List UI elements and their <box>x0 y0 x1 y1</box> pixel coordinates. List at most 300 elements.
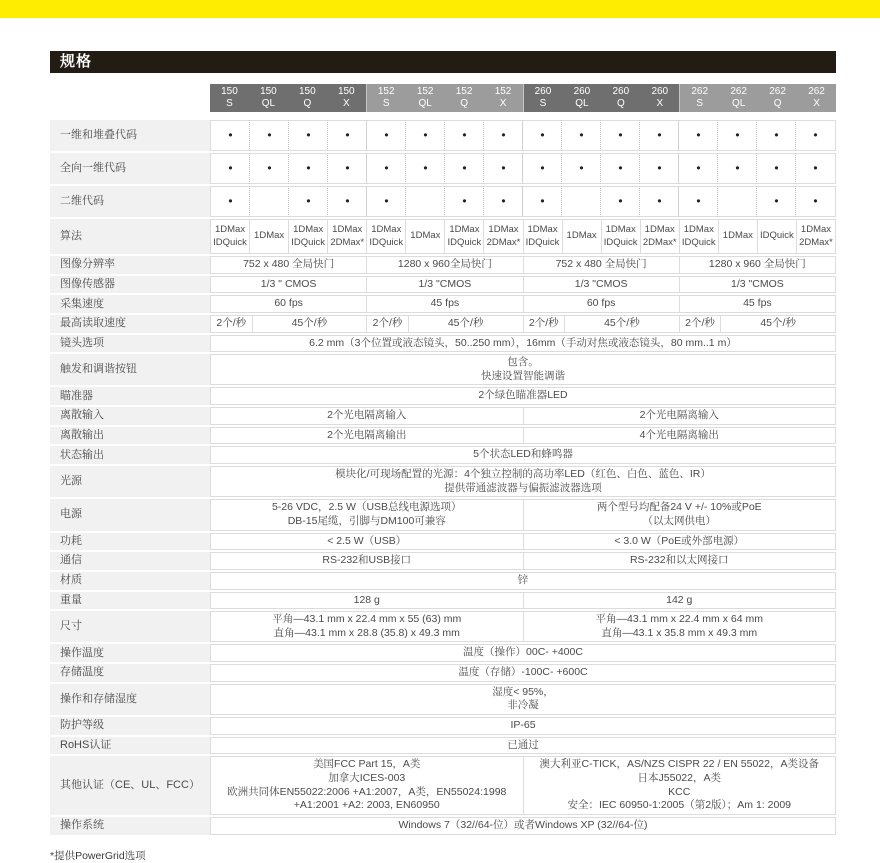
spec-row <box>50 354 836 385</box>
dot-cell <box>600 153 640 184</box>
spec-value: 1DMax <box>293 224 324 236</box>
spec-value: 752 x 480 全局快门 <box>243 258 335 270</box>
spec-value: 1DMax <box>800 224 832 236</box>
spec-row <box>50 466 836 497</box>
spec-row <box>50 120 836 151</box>
row-cells <box>210 256 836 274</box>
dot-marker: • <box>696 127 701 142</box>
spec-cell <box>249 219 289 254</box>
spec-value: 直角—43.1 x 35.8 mm x 49.3 mm <box>601 626 758 639</box>
column-header-152-ql: 152 QL <box>416 85 434 109</box>
row-cells <box>210 737 836 755</box>
spec-value: 45 fps <box>743 297 772 310</box>
dot-marker: • <box>345 193 350 208</box>
spec-cell <box>523 295 680 313</box>
dot-marker: • <box>267 160 272 175</box>
spec-row <box>50 572 836 590</box>
spec-value: 1280 x 960全局快门 <box>397 258 492 270</box>
dot-marker: • <box>813 127 818 142</box>
row-cells <box>210 817 836 835</box>
spec-value: 欧洲共同体EN55022:2006 +A1:2007，A类，EN55024:1998 <box>227 785 507 798</box>
dot-cell <box>678 186 718 217</box>
row-label: 二维代码 <box>50 186 210 217</box>
spec-row <box>50 219 836 254</box>
row-label: 通信 <box>50 552 210 570</box>
spec-value: 1DMax <box>566 230 597 242</box>
spec-cell <box>523 427 837 445</box>
spec-value: 1/3 "CMOS <box>574 277 628 290</box>
spec-cell <box>640 219 680 254</box>
spec-value: 752 x 480 全局快门 <box>555 258 647 270</box>
row-label: 离散输出 <box>50 427 210 445</box>
spec-value: 2个绿色瞄准器LED <box>478 389 568 402</box>
spec-cell <box>210 684 836 715</box>
dot-marker: • <box>462 193 467 208</box>
spec-cell <box>252 315 368 333</box>
spec-cell <box>679 315 722 333</box>
spec-value: 1/3 " CMOS <box>260 277 317 290</box>
dot-marker: • <box>657 193 662 208</box>
spec-value: 平角—43.1 mm x 22.4 mm x 64 mm <box>595 613 763 626</box>
spec-value: 湿度< 95%， <box>492 685 554 698</box>
spec-table-body <box>50 120 836 835</box>
dot-marker: • <box>657 127 662 142</box>
spec-value: DB-15尾缆，引脚与DM100可兼容 <box>287 514 446 527</box>
dot-cell <box>366 120 406 151</box>
spec-value: 5-26 VDC，2.5 W（USB总线电源选项） <box>271 501 462 514</box>
spec-cell <box>366 256 523 274</box>
dot-cell <box>405 153 445 184</box>
spec-value: 安全：IEC 60950-1:2005（第2版）；Am 1: 2009 <box>567 799 792 812</box>
dot-marker: • <box>735 160 740 175</box>
spec-value: 128 g <box>353 593 380 606</box>
spec-cell <box>679 219 719 254</box>
row-label: 采集速度 <box>50 295 210 313</box>
spec-value: IDQuick <box>760 230 794 242</box>
spec-row <box>50 407 836 425</box>
row-label: 电源 <box>50 499 210 530</box>
spec-cell <box>210 756 524 815</box>
column-header-260-x: 260 X <box>651 85 669 109</box>
row-cells <box>210 664 836 682</box>
row-label: 瞄准器 <box>50 387 210 405</box>
row-cells <box>210 335 836 353</box>
spec-cell <box>366 219 406 254</box>
dot-marker: • <box>813 160 818 175</box>
spec-value: 45个/秒 <box>760 316 796 329</box>
spec-cell <box>210 552 524 570</box>
spec-cell <box>523 256 680 274</box>
model-group-152 <box>366 84 523 112</box>
row-cells <box>210 427 836 445</box>
row-label: 存储温度 <box>50 664 210 682</box>
dot-marker: • <box>228 127 233 142</box>
dot-marker: • <box>423 160 428 175</box>
column-header-152-s: 152 S <box>377 85 395 109</box>
dot-marker: • <box>696 193 701 208</box>
spec-value: 1DMax <box>722 230 753 242</box>
dot-cell <box>249 153 289 184</box>
spec-value: 45个/秒 <box>447 316 484 329</box>
spec-cell <box>210 737 836 755</box>
spec-value: 2个光电隔离输入 <box>639 409 719 422</box>
spec-cell <box>408 315 524 333</box>
page-title: 规格 <box>60 53 93 70</box>
dot-cell <box>366 186 406 217</box>
spec-value: （以太网供电） <box>642 514 716 527</box>
row-label: 离散输入 <box>50 407 210 425</box>
spec-value: 4个光电隔离输出 <box>639 428 719 441</box>
spec-value: 已通过 <box>507 738 539 751</box>
spec-cell <box>523 219 563 254</box>
dot-marker: • <box>618 127 623 142</box>
row-cells <box>210 120 836 151</box>
spec-cell <box>288 219 328 254</box>
dot-cell <box>639 120 679 151</box>
dot-cell <box>561 186 601 217</box>
dot-marker: • <box>462 160 467 175</box>
column-header-150-s: 150 S <box>221 85 238 109</box>
dot-marker: • <box>501 127 506 142</box>
row-cells <box>210 499 836 530</box>
column-header-152-q: 152 Q <box>455 85 473 109</box>
spec-value: 1/3 "CMOS <box>418 277 472 290</box>
row-label: 图像分辨率 <box>50 256 210 274</box>
dot-cell <box>522 153 562 184</box>
spec-value: 提供带通滤波器与偏振滤波器选项 <box>444 481 602 494</box>
dot-cell <box>249 120 289 151</box>
model-group-260 <box>523 84 680 112</box>
spec-cell <box>210 644 836 662</box>
spec-cell <box>210 611 524 642</box>
spec-cell <box>327 219 367 254</box>
spec-row <box>50 684 836 715</box>
dot-cell <box>327 120 367 151</box>
spec-value: 2DMax* <box>799 236 833 248</box>
spec-cell <box>718 219 758 254</box>
spec-value: RS-232和USB接口 <box>322 554 412 567</box>
spec-cell <box>720 315 836 333</box>
row-cells <box>210 153 836 184</box>
row-cells <box>210 276 836 294</box>
dot-cell <box>522 120 562 151</box>
dot-cell <box>717 120 757 151</box>
column-header-262-x: 262 X <box>808 85 825 109</box>
spec-row <box>50 756 836 815</box>
title-bar <box>50 51 836 73</box>
dot-cell <box>717 186 757 217</box>
spec-value: 1DMax <box>527 224 558 236</box>
spec-value: 温度（操作）00C- +400C <box>463 646 583 659</box>
spec-value: < 2.5 W（USB） <box>327 534 407 547</box>
dot-cell <box>444 120 484 151</box>
row-label: 材质 <box>50 572 210 590</box>
spec-value: 1DMax <box>605 224 636 236</box>
dot-marker: • <box>618 160 623 175</box>
row-cells <box>210 572 836 590</box>
column-header-260-q: 260 Q <box>612 85 630 109</box>
spec-value: 1DMax <box>214 224 246 236</box>
row-cells <box>210 354 836 385</box>
spec-cell <box>210 354 836 385</box>
spec-value: 45个/秒 <box>604 316 640 329</box>
spec-value: 加拿大ICES-003 <box>328 771 406 784</box>
spec-value: < 3.0 W（PoE或外部电源） <box>614 534 745 547</box>
spec-cell <box>523 552 837 570</box>
dot-cell <box>249 186 289 217</box>
dot-marker: • <box>501 193 506 208</box>
row-label: 算法 <box>50 219 210 254</box>
row-label: 一维和堆叠代码 <box>50 120 210 151</box>
dot-marker: • <box>540 160 545 175</box>
dot-cell <box>366 153 406 184</box>
row-cells <box>210 295 836 313</box>
dot-marker: • <box>384 160 389 175</box>
spec-row <box>50 427 836 445</box>
row-cells <box>210 387 836 405</box>
spec-value: 温度（存储）-100C- +600C <box>458 666 588 679</box>
row-label: 操作系统 <box>50 817 210 835</box>
row-label: 重量 <box>50 592 210 610</box>
spec-row <box>50 737 836 755</box>
spec-value: 包含。 <box>507 356 539 369</box>
spec-value: 非冷凝 <box>507 699 539 712</box>
dot-cell <box>327 186 367 217</box>
column-header-152-x: 152 X <box>494 85 512 109</box>
row-cells <box>210 315 836 333</box>
spec-cell <box>679 276 836 294</box>
spec-cell <box>366 315 409 333</box>
row-label: 尺寸 <box>50 611 210 642</box>
spec-cell <box>601 219 641 254</box>
dot-cell <box>639 186 679 217</box>
spec-value: IDQuick <box>369 236 404 248</box>
row-label: 其他认证（CE、UL、FCC） <box>50 756 210 815</box>
spec-row <box>50 335 836 353</box>
row-cells <box>210 552 836 570</box>
spec-cell <box>405 219 445 254</box>
spec-cell <box>564 315 680 333</box>
spec-value: 2DMax* <box>330 236 365 248</box>
spec-cell <box>523 611 837 642</box>
spec-cell <box>523 756 837 815</box>
dot-cell <box>444 186 484 217</box>
spec-cell <box>210 499 524 530</box>
row-cells <box>210 717 836 735</box>
spec-value: 2个/秒 <box>685 316 715 329</box>
row-label: 功耗 <box>50 533 210 551</box>
spec-row <box>50 186 836 217</box>
spec-value: RS-232和以太网接口 <box>629 554 729 567</box>
row-label: 触发和调谐按钮 <box>50 354 210 385</box>
spec-value: 1280 x 960 全局快门 <box>708 258 806 270</box>
column-header-260-ql: 260 QL <box>573 85 591 109</box>
dot-cell <box>678 153 718 184</box>
spec-value: 6.2 mm（3个位置或液态镜头，50..250 mm），16mm（手动对焦或液态镜头，80 mm..1 m） <box>309 336 737 349</box>
spec-row <box>50 295 836 313</box>
spec-cell <box>210 592 524 610</box>
spec-cell <box>210 219 250 254</box>
dot-marker: • <box>579 127 584 142</box>
spec-cell <box>679 295 836 313</box>
spec-value: 1DMax <box>410 230 441 242</box>
spec-value: 澳大利亚C-TICK，AS/NZS CISPR 22 / EN 55022，A类设备 <box>539 758 819 771</box>
column-header-262-s: 262 S <box>691 85 709 109</box>
spec-value: 142 g <box>666 593 693 606</box>
dot-cell <box>756 120 796 151</box>
dot-cell <box>483 120 523 151</box>
spec-cell <box>210 315 253 333</box>
spec-cell <box>210 276 367 294</box>
dot-marker: • <box>501 160 506 175</box>
column-header-row <box>210 84 836 112</box>
dot-cell <box>561 153 601 184</box>
dot-marker: • <box>579 160 584 175</box>
dot-cell <box>288 153 328 184</box>
spec-cell <box>523 533 837 551</box>
spec-cell <box>366 295 523 313</box>
spec-row <box>50 315 836 333</box>
dot-marker: • <box>462 127 467 142</box>
spec-value: 模块化/可现场配置的光源：4个独立控制的高功率LED（红色、白色、蓝色、IR） <box>335 468 711 481</box>
spec-row <box>50 256 836 274</box>
row-cells <box>210 592 836 610</box>
dot-cell <box>288 120 328 151</box>
row-label: 操作温度 <box>50 644 210 662</box>
dot-marker: • <box>696 160 701 175</box>
dot-cell <box>756 186 796 217</box>
spec-value: 45个/秒 <box>291 316 328 329</box>
dot-marker: • <box>306 193 311 208</box>
spec-cell <box>210 817 836 835</box>
spec-value: 两个型号均配备24 V +/- 10%或PoE <box>596 501 762 514</box>
spec-value: 快速设置智能调谐 <box>481 369 565 382</box>
spec-cell <box>796 219 836 254</box>
row-cells <box>210 407 836 425</box>
spec-value: 日本J55022，A类 <box>637 771 721 784</box>
spec-cell <box>210 295 367 313</box>
dot-cell <box>795 186 836 217</box>
row-cells <box>210 611 836 642</box>
dot-cell <box>717 153 757 184</box>
spec-cell <box>210 446 836 464</box>
dot-cell <box>288 186 328 217</box>
dot-marker: • <box>345 160 350 175</box>
dot-marker: • <box>228 193 233 208</box>
spec-value: IDQuick <box>447 236 482 248</box>
spec-cell <box>444 219 484 254</box>
spec-cell <box>523 276 680 294</box>
spec-row <box>50 276 836 294</box>
dot-cell <box>522 186 562 217</box>
spec-value: Windows 7（32//64-位）或者Windows XP (32//64-位) <box>398 818 648 831</box>
footnote: *提供PowerGrid选项 <box>50 849 146 862</box>
spec-cell <box>562 219 602 254</box>
row-cells <box>210 219 836 254</box>
spec-row <box>50 446 836 464</box>
spec-cell <box>523 592 837 610</box>
row-label: 最高读取速度 <box>50 315 210 333</box>
column-header-262-q: 262 Q <box>769 85 786 109</box>
dot-marker: • <box>306 160 311 175</box>
row-cells <box>210 533 836 551</box>
dot-cell <box>327 153 367 184</box>
dot-cell <box>756 153 796 184</box>
spec-value: IDQuick <box>681 236 716 248</box>
dot-marker: • <box>774 160 779 175</box>
model-group-150 <box>210 84 366 112</box>
spec-cell <box>210 335 836 353</box>
row-label: 光源 <box>50 466 210 497</box>
spec-value: 1DMax <box>449 224 480 236</box>
spec-value: 5个状态LED和蜂鸣器 <box>473 448 573 461</box>
dot-marker: • <box>657 160 662 175</box>
column-header-260-s: 260 S <box>534 85 552 109</box>
spec-value: 60 fps <box>274 297 303 310</box>
dot-cell <box>210 120 250 151</box>
dot-cell <box>795 120 836 151</box>
row-label: 图像传感器 <box>50 276 210 294</box>
row-label: 防护等级 <box>50 717 210 735</box>
spec-value: 1/3 "CMOS <box>731 277 784 290</box>
spec-value: +A1:2001 +A2: 2003, EN60950 <box>293 799 440 812</box>
spec-value: 2个/秒 <box>372 316 403 329</box>
spec-value: 1DMax <box>332 224 363 236</box>
row-cells <box>210 446 836 464</box>
spec-row <box>50 592 836 610</box>
row-cells <box>210 756 836 815</box>
spec-value: 1DMax <box>254 230 285 242</box>
dot-cell <box>210 186 250 217</box>
dot-cell <box>795 153 836 184</box>
spec-value: 1DMax <box>488 224 519 236</box>
spec-cell <box>523 499 837 530</box>
spec-row <box>50 387 836 405</box>
dot-cell <box>444 153 484 184</box>
row-label: 操作和存储湿度 <box>50 684 210 715</box>
spec-row <box>50 153 836 184</box>
spec-cell <box>210 664 836 682</box>
spec-row <box>50 611 836 642</box>
spec-value: 2个光电隔离输入 <box>327 409 407 422</box>
spec-value: 45 fps <box>430 297 460 310</box>
spec-sheet <box>50 51 836 863</box>
row-cells <box>210 186 836 217</box>
spec-value: 平角—43.1 mm x 22.4 mm x 55 (63) mm <box>272 613 462 626</box>
dot-marker: • <box>384 193 389 208</box>
dot-cell <box>483 186 523 217</box>
spec-value: 2个/秒 <box>216 316 247 329</box>
spec-value: 2个/秒 <box>528 316 559 329</box>
spec-row <box>50 644 836 662</box>
row-label: 镜头选项 <box>50 335 210 353</box>
accent-bar <box>0 0 880 18</box>
spec-cell <box>210 533 524 551</box>
row-label: RoHS认证 <box>50 737 210 755</box>
spec-row <box>50 499 836 530</box>
dot-marker: • <box>384 127 389 142</box>
dot-marker: • <box>228 160 233 175</box>
spec-cell <box>483 219 523 254</box>
spec-row <box>50 664 836 682</box>
column-header-150-q: 150 Q <box>299 85 316 109</box>
dot-marker: • <box>813 193 818 208</box>
column-header-262-ql: 262 QL <box>730 85 747 109</box>
spec-value: 60 fps <box>586 297 616 310</box>
dot-marker: • <box>774 193 779 208</box>
column-header-150-x: 150 X <box>337 85 355 109</box>
spec-value: IDQuick <box>213 236 247 248</box>
